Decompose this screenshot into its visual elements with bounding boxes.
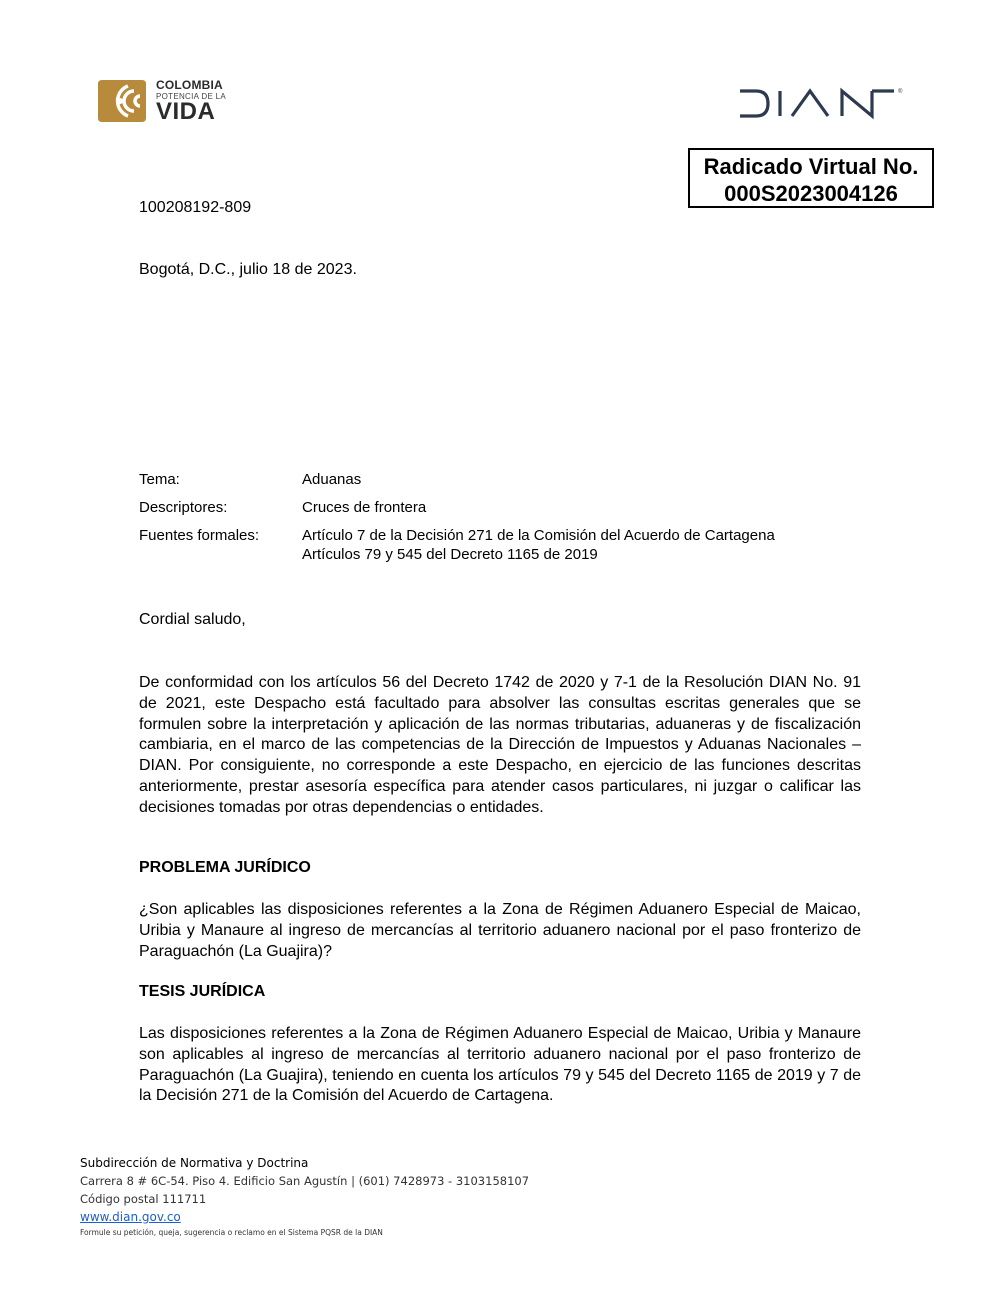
letter-date: Bogotá, D.C., julio 18 de 2023.: [139, 261, 357, 278]
reference-number: 100208192-809: [139, 199, 252, 216]
footer-note: Formule su petición, queja, sugerencia o reclamo en el Sistema PQSR de la DIAN: [80, 1228, 383, 1237]
colombia-logo: [98, 78, 233, 126]
footer-address: Carrera 8 # 6C-54. Piso 4. Edificio San Agustín | (601) 7428973 - 3103158107: [80, 1174, 530, 1188]
footer: [80, 1154, 529, 1239]
footer-office: Subdirección de Normativa y Doctrina: [80, 1156, 309, 1170]
radicado-label: Radicado Virtual No.: [703, 154, 919, 179]
heading-tesis: TESIS JURÍDICA: [139, 983, 266, 1000]
fuentes-value-2: Artículos 79 y 545 del Decreto 1165 de 2019: [302, 546, 598, 563]
dian-logo: [738, 84, 906, 120]
descriptores-label: Descriptores:: [139, 499, 228, 516]
fuentes-label: Fuentes formales:: [139, 527, 260, 544]
tesis-paragraph: Las disposiciones referentes a la Zona de Régimen Aduanero Especial de Maicao, Uribia y Manaure son aplicables al ingreso de mercancías al territorio aduanero nacional por el paso fronterizo de Paraguachón (La Guajira), teniendo en cuenta los artículos 79 y 545 del Decreto 1165 de 2019 y 7 de la Decisión 271 de la Comisión del Acuerdo de Cartagena.: [139, 1025, 861, 1105]
svg-text:®: ®: [898, 89, 903, 95]
logo-line-potencia: POTENCIA DE LA: [156, 92, 226, 101]
descriptores-value: Cruces de frontera: [302, 499, 427, 516]
tema-label: Tema:: [139, 471, 180, 488]
fuentes-value-1: Artículo 7 de la Decisión 271 de la Comisión del Acuerdo de Cartagena: [302, 527, 775, 544]
footer-website-link[interactable]: www.dian.gov.co: [80, 1210, 181, 1224]
colombia-logo-icon: [98, 78, 148, 124]
heading-problema: PROBLEMA JURÍDICO: [139, 859, 311, 876]
footer-postal: Código postal 111711: [80, 1192, 207, 1206]
radicado-box: [688, 148, 934, 208]
problema-paragraph: ¿Son aplicables las disposiciones referentes a la Zona de Régimen Aduanero Especial de Maicao, Uribia y Manaure al ingreso de mercancías al territorio aduanero nacional por el paso fronterizo de Paraguachón (La Guajira)?: [139, 901, 861, 960]
logo-line-vida: VIDA: [156, 98, 216, 125]
tema-value: Aduanas: [302, 471, 362, 488]
intro-paragraph: De conformidad con los artículos 56 del Decreto 1742 de 2020 y 7-1 de la Resolución DIAN No. 91 de 2021, este Despacho está facultado para absolver las consultas escritas generales que se formulen sobre la interpretación y aplicación de las normas tributarias, aduaneras y de fiscalización cambiaria, en el marco de las competencias de la Dirección de Impuestos y Aduanas Nacionales – DIAN. Por consiguiente, no corresponde a este Despacho, en ejercicio de las funciones descritas anteriormente, prestar asesoría específica para atender casos particulares, ni juzgar o calificar las decisiones tomadas por otras dependencias o entidades.: [139, 674, 861, 816]
logo-line-colombia: COLOMBIA: [156, 78, 223, 92]
radicado-number: 000S2023004126: [724, 181, 898, 206]
greeting: Cordial saludo,: [139, 611, 246, 628]
